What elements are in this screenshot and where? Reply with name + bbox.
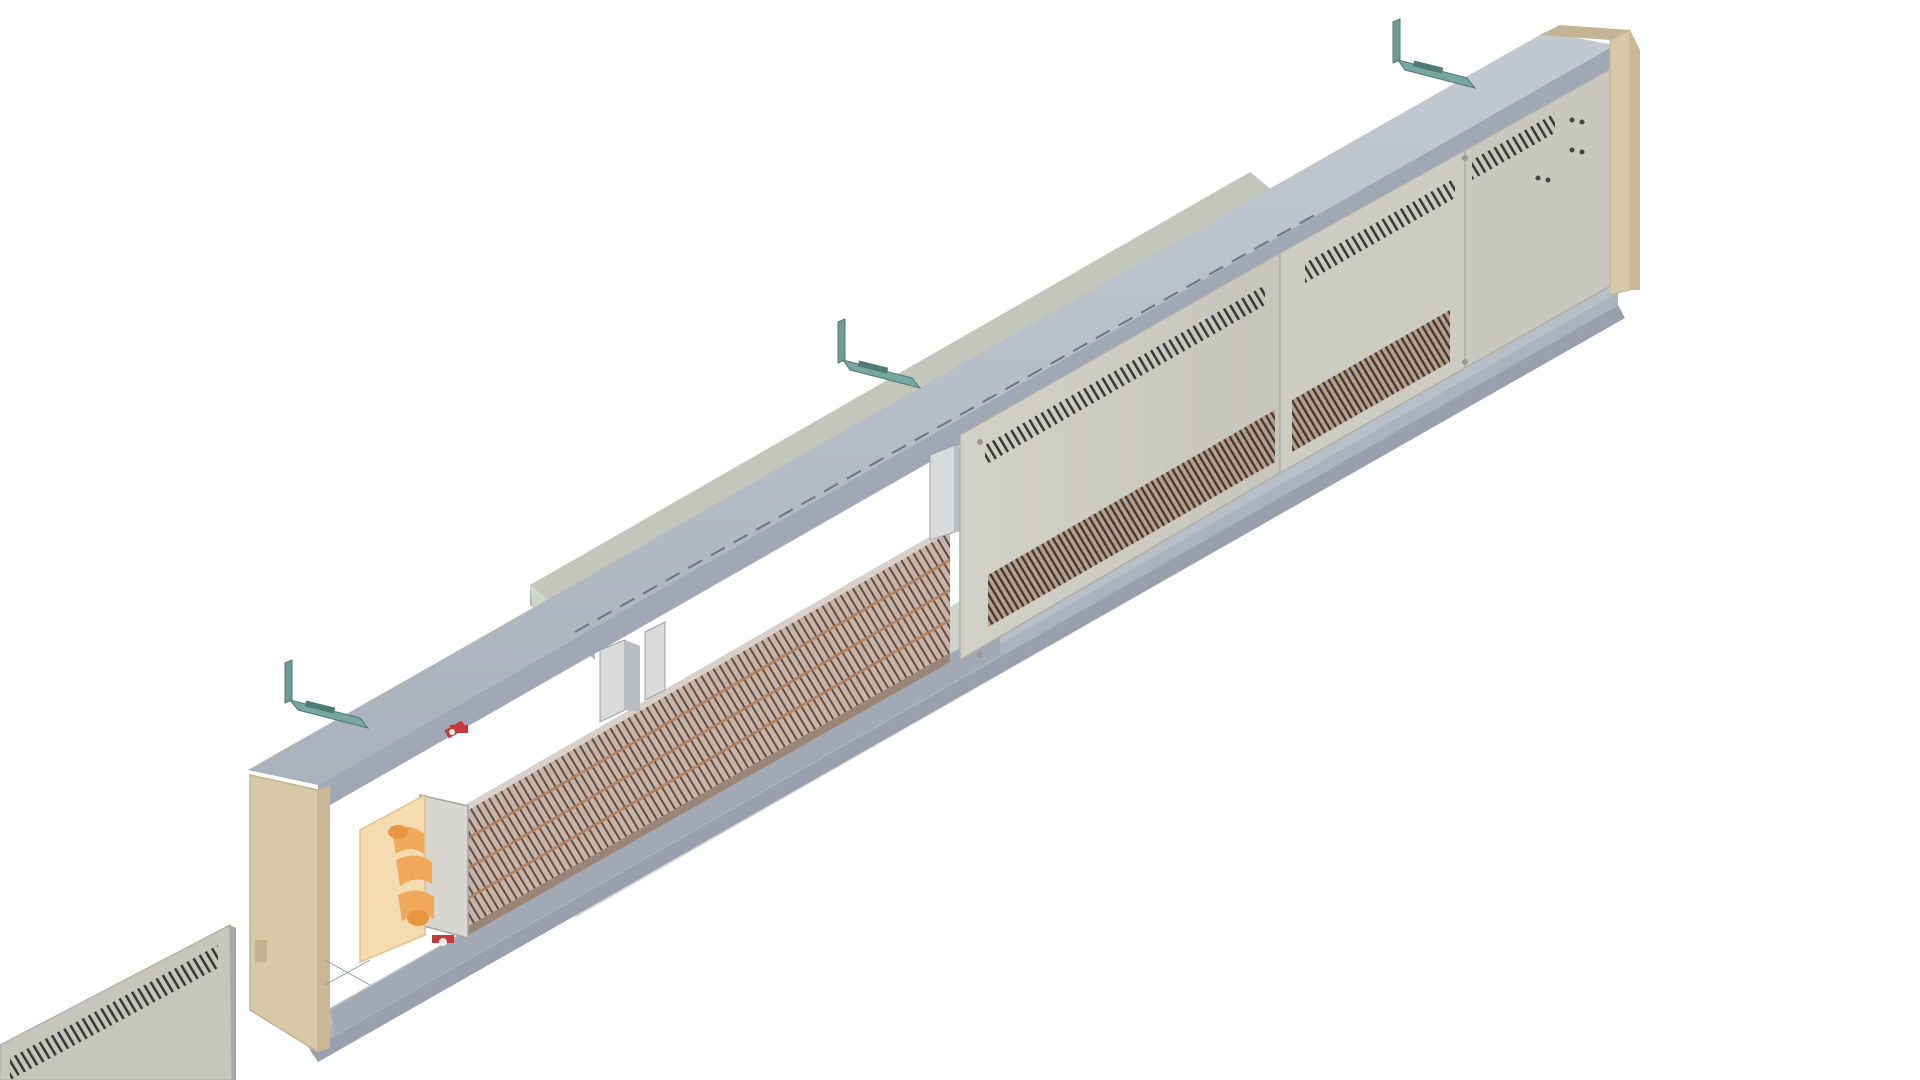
mounting-bracket-right	[1393, 19, 1475, 88]
mounting-bracket-middle	[838, 319, 920, 388]
detached-grille-panel	[0, 925, 236, 1080]
mounting-bracket-left	[285, 660, 368, 728]
